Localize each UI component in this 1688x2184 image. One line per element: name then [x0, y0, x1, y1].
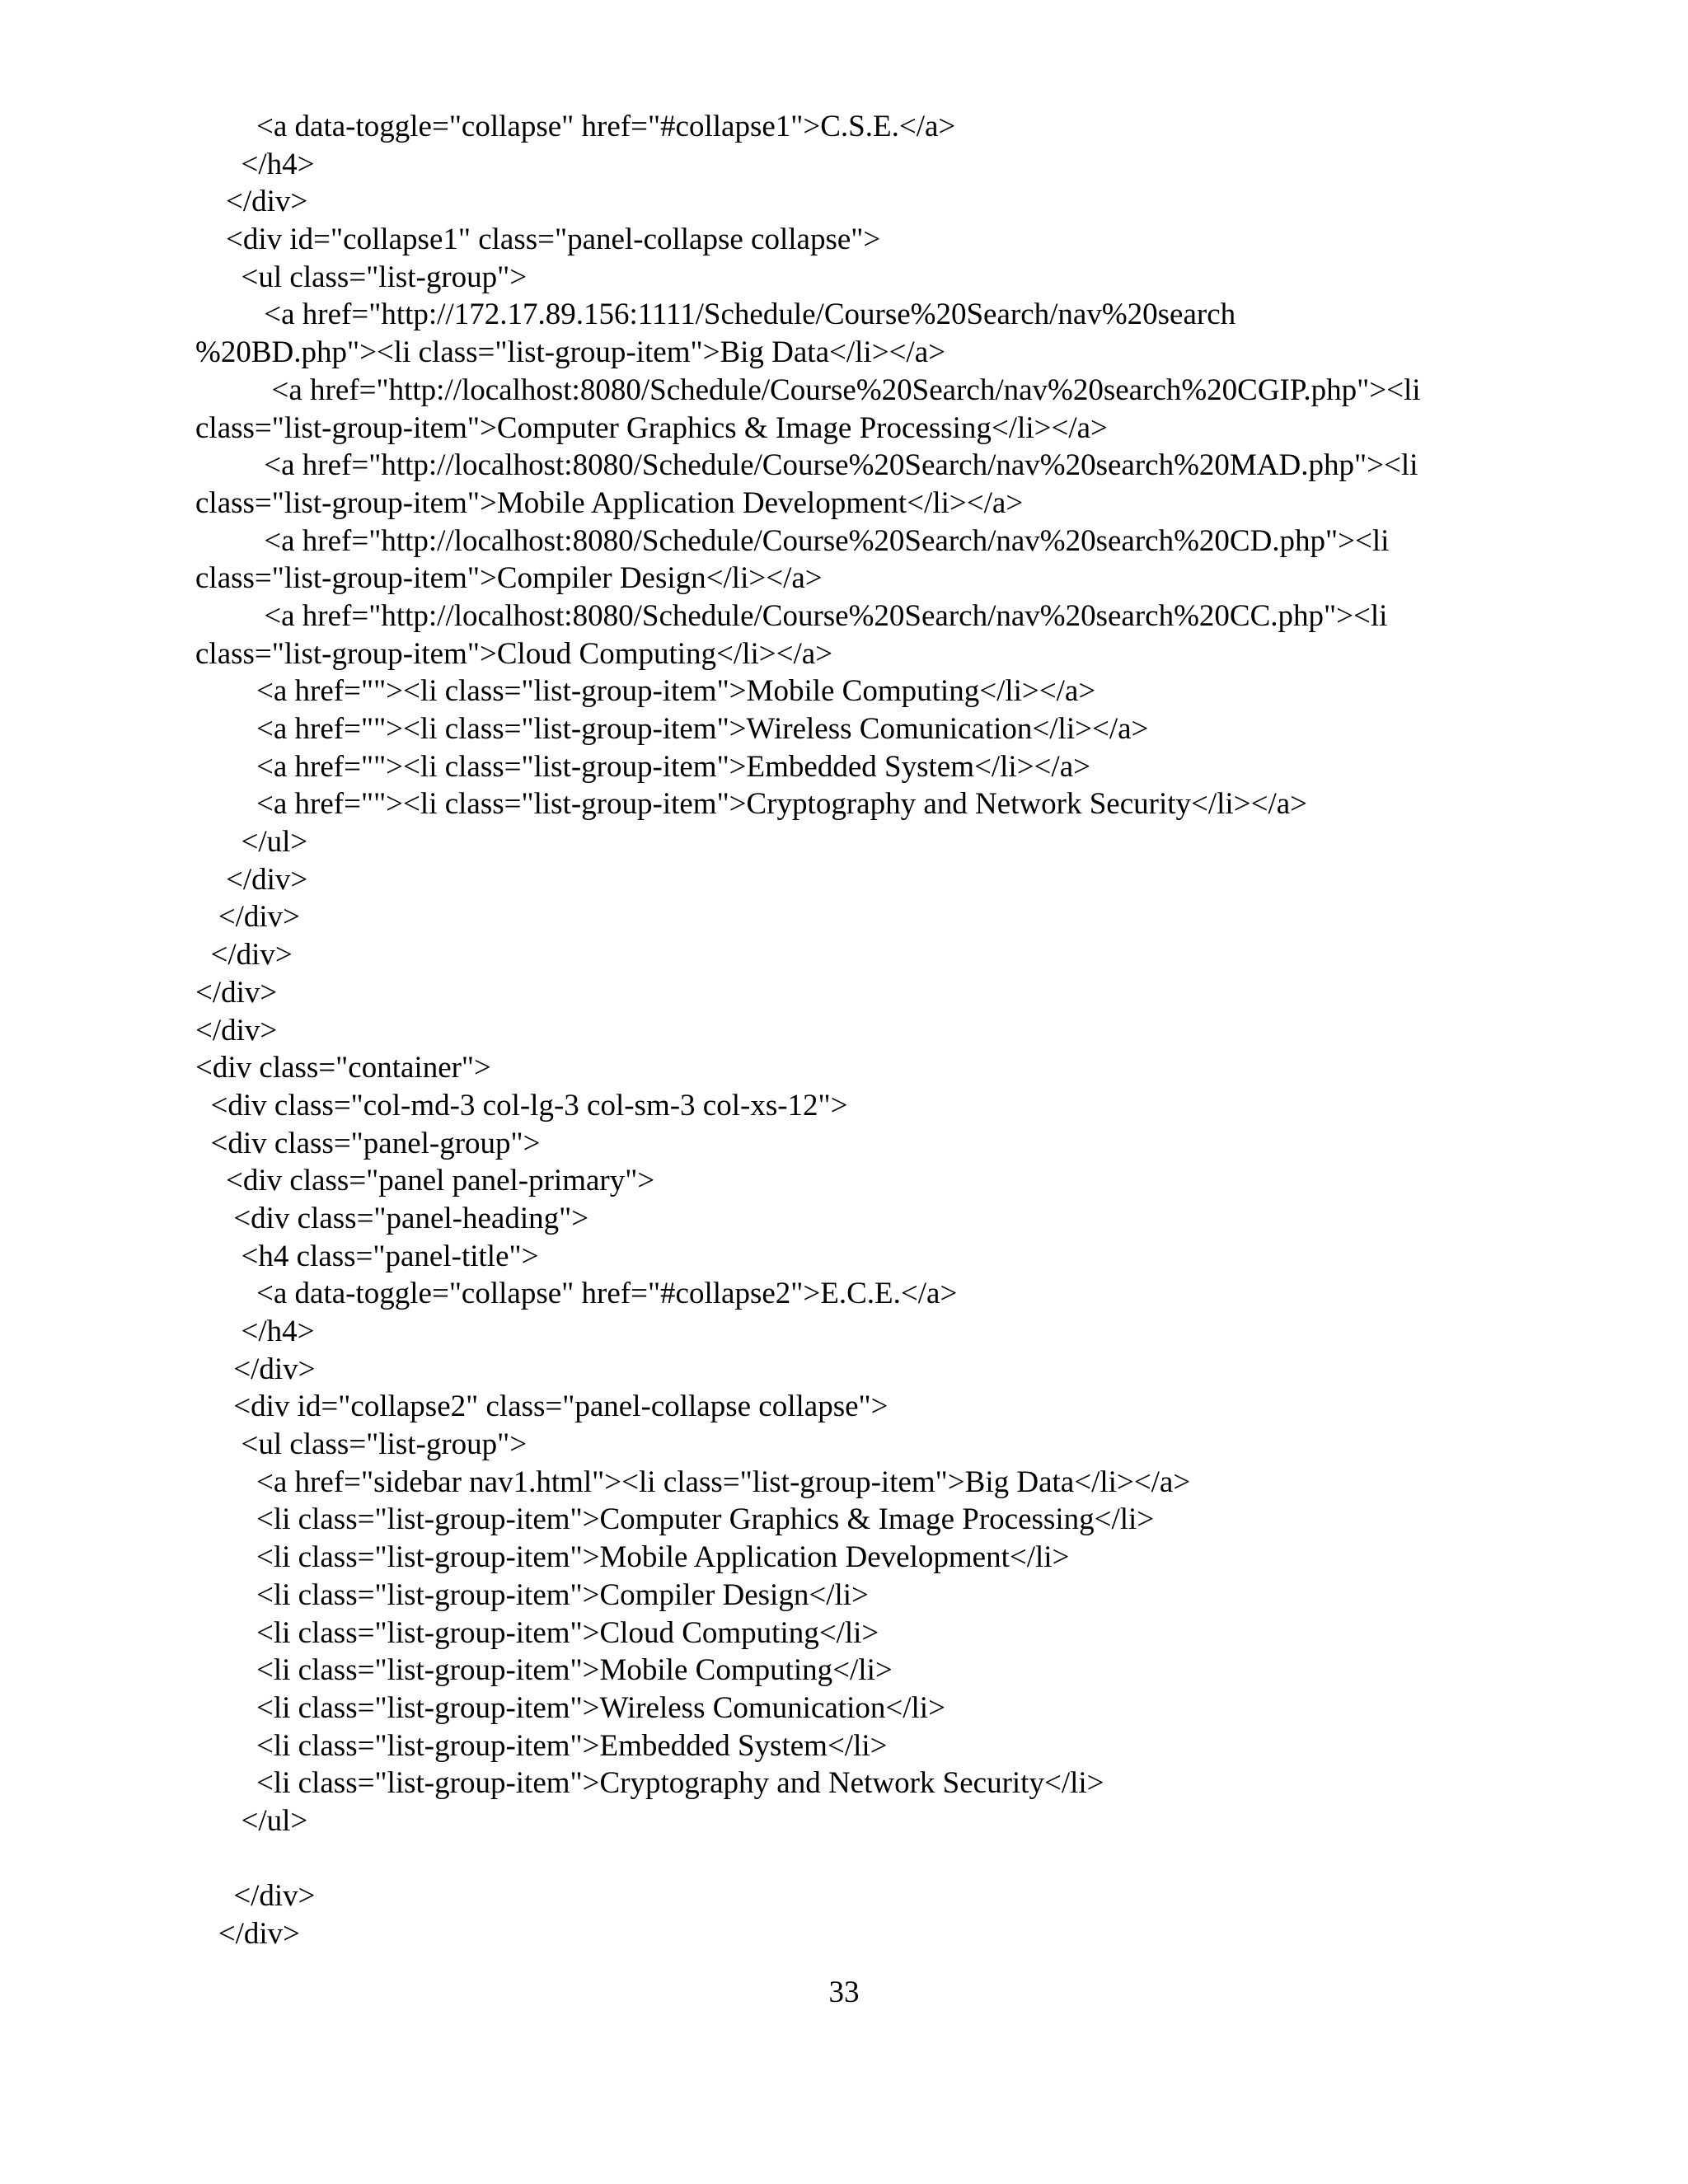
code-line: <div id="collapse2" class="panel-collapse collapse">	[195, 1390, 889, 1424]
code-line: </div>	[195, 1013, 278, 1047]
code-line: <li class="list-group-item">Embedded System</li>	[195, 1728, 888, 1763]
code-line: <li class="list-group-item">Mobile Computing</li>	[195, 1653, 893, 1688]
code-line: <ul class="list-group">	[195, 260, 528, 294]
code-line: <div class="panel-heading">	[195, 1201, 589, 1235]
code-line: <li class="list-group-item">Compiler Design</li>	[195, 1577, 869, 1612]
code-line: </ul>	[195, 825, 308, 860]
code-line: <div class="panel panel-primary">	[195, 1164, 655, 1198]
code-listing	[195, 108, 1597, 1953]
code-line: %20BD.php"><li class="list-group-item">Big Data</li></a>	[195, 335, 946, 370]
code-line: class="list-group-item">Computer Graphics & Image Processing</li></a>	[195, 410, 1108, 445]
code-line: <div class="container">	[195, 1051, 491, 1085]
code-line: <ul class="list-group">	[195, 1427, 528, 1462]
code-line: <a href=""><li class="list-group-item">Mobile Computing</li></a>	[195, 674, 1096, 709]
code-line: </div>	[195, 862, 308, 897]
code-line: <div class="panel-group">	[195, 1126, 541, 1160]
code-line: </div>	[195, 1917, 301, 1951]
code-line: <li class="list-group-item">Computer Graphics & Image Processing</li>	[195, 1502, 1155, 1537]
code-line: <a data-toggle="collapse" href="#collapse1">C.S.E.</a>	[195, 110, 956, 143]
code-line: </div>	[195, 1879, 316, 1914]
code-line: <a href="http://localhost:8080/Schedule/Course%20Search/nav%20search%20CC.php"><li	[195, 598, 1388, 633]
code-line: </div>	[195, 900, 301, 935]
code-line: </ul>	[195, 1803, 308, 1838]
code-line: <div id="collapse1" class="panel-collapse collapse">	[195, 223, 881, 257]
code-line: </div>	[195, 185, 308, 219]
code-line: <div class="col-md-3 col-lg-3 col-sm-3 col-xs-12">	[195, 1088, 848, 1122]
code-line: </div>	[195, 938, 293, 972]
code-line: <h4 class="panel-title">	[195, 1239, 539, 1273]
code-line: class="list-group-item">Mobile Application Development</li></a>	[195, 485, 1024, 520]
code-line: <a href="http://localhost:8080/Schedule/Course%20Search/nav%20search%20MAD.php"><li	[195, 448, 1418, 483]
code-line: </div>	[195, 1352, 316, 1386]
code-line: <a href=""><li class="list-group-item">Cryptography and Network Security</li></a>	[195, 787, 1308, 822]
code-line: <li class="list-group-item">Cryptography and Network Security</li>	[195, 1766, 1104, 1801]
code-line	[195, 1840, 1597, 1878]
code-line: </h4>	[195, 147, 315, 181]
page-number: 33	[828, 1975, 860, 2009]
code-line: <li class="list-group-item">Cloud Computing</li>	[195, 1615, 879, 1650]
code-line: <a href=""><li class="list-group-item">Wireless Comunication</li></a>	[195, 712, 1149, 746]
code-line: <a data-toggle="collapse" href="#collapse2">E.C.E.</a>	[195, 1277, 958, 1311]
code-line: </div>	[195, 975, 278, 1010]
code-line: </h4>	[195, 1315, 315, 1348]
code-line: <a href="http://localhost:8080/Schedule/Course%20Search/nav%20search%20CGIP.php"><li	[195, 373, 1421, 407]
code-line: <a href="sidebar nav1.html"><li class="list-group-item">Big Data</li></a>	[195, 1465, 1191, 1499]
code-line: <li class="list-group-item">Wireless Comunication</li>	[195, 1690, 945, 1725]
code-line: class="list-group-item">Cloud Computing</li></a>	[195, 636, 833, 671]
code-line: <a href="http://172.17.89.156:1111/Schedule/Course%20Search/nav%20search	[195, 298, 1236, 332]
code-line: <a href=""><li class="list-group-item">Embedded System</li></a>	[195, 749, 1090, 784]
code-line: <li class="list-group-item">Mobile Application Development</li>	[195, 1540, 1070, 1575]
code-line: <a href="http://localhost:8080/Schedule/Course%20Search/nav%20search%20CD.php"><li	[195, 523, 1390, 558]
code-line: class="list-group-item">Compiler Design</li></a>	[195, 561, 823, 596]
